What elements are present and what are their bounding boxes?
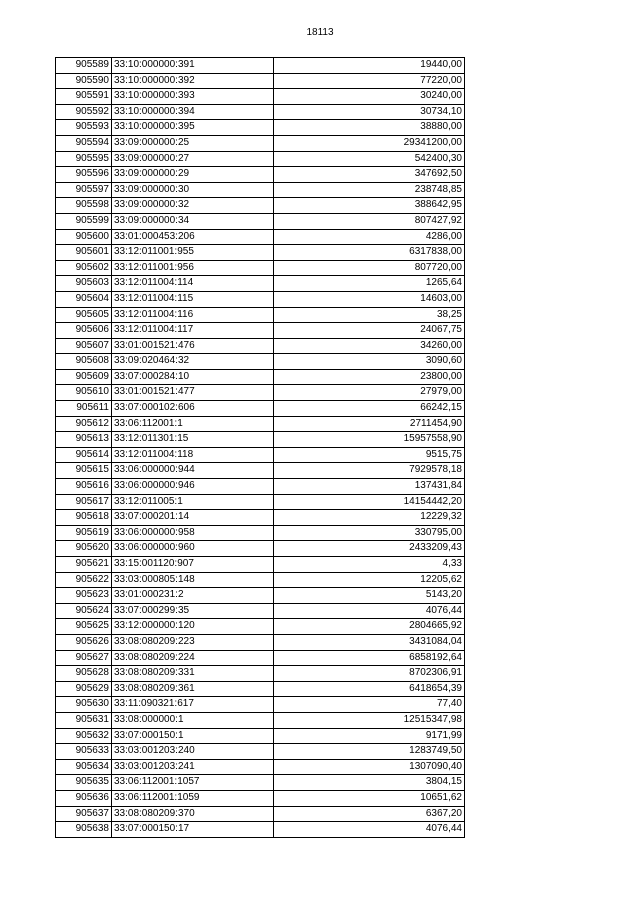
- table-row: [56, 432, 465, 448]
- cadastral-number-cell: 33:06:000000:958: [112, 525, 274, 541]
- value-cell: 4286,00: [274, 229, 465, 245]
- cadastral-number-cell: 33:10:000000:395: [112, 120, 274, 136]
- row-id-cell: 905634: [56, 759, 112, 775]
- value-cell: 23800,00: [274, 369, 465, 385]
- row-id-cell: 905631: [56, 712, 112, 728]
- row-id-cell: 905592: [56, 104, 112, 120]
- row-id-cell: 905613: [56, 432, 112, 448]
- value-cell: 238748,85: [274, 182, 465, 198]
- value-cell: 19440,00: [274, 58, 465, 74]
- cadastral-number-cell: 33:12:011301:15: [112, 432, 274, 448]
- cadastral-number-cell: 33:12:011004:114: [112, 276, 274, 292]
- table-row: [56, 510, 465, 526]
- value-cell: 542400,30: [274, 151, 465, 167]
- table-row: [56, 120, 465, 136]
- row-id-cell: 905638: [56, 822, 112, 838]
- row-id-cell: 905625: [56, 619, 112, 635]
- row-id-cell: 905627: [56, 650, 112, 666]
- table-row: [56, 167, 465, 183]
- table-row: [56, 728, 465, 744]
- page-number: 18113: [306, 27, 334, 38]
- value-cell: 77,40: [274, 697, 465, 713]
- cadastral-number-cell: 33:10:000000:391: [112, 58, 274, 74]
- table-row: [56, 276, 465, 292]
- row-id-cell: 905612: [56, 416, 112, 432]
- cadastral-number-cell: 33:07:000284:10: [112, 369, 274, 385]
- cadastral-number-cell: 33:12:011001:956: [112, 260, 274, 276]
- value-cell: 10651,62: [274, 790, 465, 806]
- table-row: [56, 494, 465, 510]
- table-row: [56, 790, 465, 806]
- row-id-cell: 905589: [56, 58, 112, 74]
- row-id-cell: 905622: [56, 572, 112, 588]
- value-cell: 347692,50: [274, 167, 465, 183]
- cadastral-number-cell: 33:07:000150:1: [112, 728, 274, 744]
- table-row: [56, 588, 465, 604]
- row-id-cell: 905616: [56, 479, 112, 495]
- value-cell: 12229,32: [274, 510, 465, 526]
- value-cell: 1283749,50: [274, 744, 465, 760]
- row-id-cell: 905595: [56, 151, 112, 167]
- cadastral-number-cell: 33:07:000150:17: [112, 822, 274, 838]
- cadastral-number-cell: 33:06:000000:960: [112, 541, 274, 557]
- cadastral-number-cell: 33:06:112001:1057: [112, 775, 274, 791]
- row-id-cell: 905608: [56, 354, 112, 370]
- value-cell: 330795,00: [274, 525, 465, 541]
- value-cell: 2711454,90: [274, 416, 465, 432]
- row-id-cell: 905597: [56, 182, 112, 198]
- cadastral-number-cell: 33:07:000102:606: [112, 401, 274, 417]
- cadastral-number-cell: 33:06:000000:944: [112, 463, 274, 479]
- table-row: [56, 525, 465, 541]
- cadastral-number-cell: 33:12:011004:117: [112, 323, 274, 339]
- row-id-cell: 905636: [56, 790, 112, 806]
- table-row: [56, 291, 465, 307]
- cadastral-number-cell: 33:01:000453:206: [112, 229, 274, 245]
- value-cell: 14603,00: [274, 291, 465, 307]
- row-id-cell: 905624: [56, 603, 112, 619]
- value-cell: 15957558,90: [274, 432, 465, 448]
- cadastral-number-cell: 33:07:000299:35: [112, 603, 274, 619]
- cadastral-number-cell: 33:11:090321:617: [112, 697, 274, 713]
- row-id-cell: 905604: [56, 291, 112, 307]
- cadastral-number-cell: 33:09:000000:29: [112, 167, 274, 183]
- table-row: [56, 245, 465, 261]
- value-cell: 6317838,00: [274, 245, 465, 261]
- table-row: [56, 385, 465, 401]
- row-id-cell: 905611: [56, 401, 112, 417]
- table-row: [56, 697, 465, 713]
- table-row: [56, 307, 465, 323]
- row-id-cell: 905603: [56, 276, 112, 292]
- cadastral-number-cell: 33:06:000000:946: [112, 479, 274, 495]
- row-id-cell: 905617: [56, 494, 112, 510]
- row-id-cell: 905628: [56, 666, 112, 682]
- row-id-cell: 905610: [56, 385, 112, 401]
- value-cell: 807720,00: [274, 260, 465, 276]
- row-id-cell: 905618: [56, 510, 112, 526]
- cadastral-number-cell: 33:10:000000:394: [112, 104, 274, 120]
- cadastral-number-cell: 33:12:011004:116: [112, 307, 274, 323]
- row-id-cell: 905605: [56, 307, 112, 323]
- table-row: [56, 73, 465, 89]
- cadastral-number-cell: 33:09:000000:27: [112, 151, 274, 167]
- cadastral-number-cell: 33:06:112001:1059: [112, 790, 274, 806]
- value-cell: 77220,00: [274, 73, 465, 89]
- cadastral-number-cell: 33:08:000000:1: [112, 712, 274, 728]
- value-cell: 9515,75: [274, 447, 465, 463]
- row-id-cell: 905620: [56, 541, 112, 557]
- value-cell: 9171,99: [274, 728, 465, 744]
- row-id-cell: 905594: [56, 135, 112, 151]
- cadastral-number-cell: 33:03:001203:241: [112, 759, 274, 775]
- table-row: [56, 260, 465, 276]
- value-cell: 4,33: [274, 557, 465, 573]
- row-id-cell: 905614: [56, 447, 112, 463]
- cadastral-number-cell: 33:08:080209:223: [112, 634, 274, 650]
- cadastral-number-cell: 33:08:080209:331: [112, 666, 274, 682]
- cadastral-number-cell: 33:06:112001:1: [112, 416, 274, 432]
- table-row: [56, 634, 465, 650]
- cadastral-number-cell: 33:08:080209:370: [112, 806, 274, 822]
- table-row: [56, 416, 465, 432]
- row-id-cell: 905635: [56, 775, 112, 791]
- table-row: [56, 712, 465, 728]
- cadastral-number-cell: 33:10:000000:392: [112, 73, 274, 89]
- table-row: [56, 182, 465, 198]
- cadastral-number-cell: 33:08:080209:224: [112, 650, 274, 666]
- row-id-cell: 905619: [56, 525, 112, 541]
- table-row: [56, 151, 465, 167]
- value-cell: 6418654,39: [274, 681, 465, 697]
- table-row: [56, 775, 465, 791]
- cadastral-number-cell: 33:03:000805:148: [112, 572, 274, 588]
- cadastral-number-cell: 33:03:001203:240: [112, 744, 274, 760]
- table-row: [56, 135, 465, 151]
- value-cell: 3804,15: [274, 775, 465, 791]
- row-id-cell: 905626: [56, 634, 112, 650]
- value-cell: 27979,00: [274, 385, 465, 401]
- table-row: [56, 401, 465, 417]
- value-cell: 2804665,92: [274, 619, 465, 635]
- value-cell: 1307090,40: [274, 759, 465, 775]
- row-id-cell: 905596: [56, 167, 112, 183]
- table-row: [56, 463, 465, 479]
- row-id-cell: 905637: [56, 806, 112, 822]
- value-cell: 12205,62: [274, 572, 465, 588]
- value-cell: 38,25: [274, 307, 465, 323]
- cadastral-number-cell: 33:12:000000:120: [112, 619, 274, 635]
- value-cell: 1265,64: [274, 276, 465, 292]
- table-row: [56, 603, 465, 619]
- registry-table-body: [56, 58, 465, 838]
- value-cell: 5143,20: [274, 588, 465, 604]
- table-row: [56, 822, 465, 838]
- table-row: [56, 229, 465, 245]
- table-row: [56, 541, 465, 557]
- value-cell: 14154442,20: [274, 494, 465, 510]
- value-cell: 38880,00: [274, 120, 465, 136]
- table-row: [56, 619, 465, 635]
- table-row: [56, 213, 465, 229]
- table-row: [56, 354, 465, 370]
- row-id-cell: 905621: [56, 557, 112, 573]
- value-cell: 4076,44: [274, 822, 465, 838]
- row-id-cell: 905633: [56, 744, 112, 760]
- value-cell: 4076,44: [274, 603, 465, 619]
- table-row: [56, 338, 465, 354]
- table-row: [56, 572, 465, 588]
- value-cell: 807427,92: [274, 213, 465, 229]
- table-row: [56, 198, 465, 214]
- table-row: [56, 681, 465, 697]
- table-row: [56, 759, 465, 775]
- value-cell: 66242,15: [274, 401, 465, 417]
- value-cell: 3090,60: [274, 354, 465, 370]
- value-cell: 30240,00: [274, 89, 465, 105]
- row-id-cell: 905600: [56, 229, 112, 245]
- value-cell: 6367,20: [274, 806, 465, 822]
- table-row: [56, 666, 465, 682]
- cadastral-number-cell: 33:10:000000:393: [112, 89, 274, 105]
- row-id-cell: 905601: [56, 245, 112, 261]
- cadastral-number-cell: 33:09:020464:32: [112, 354, 274, 370]
- table-row: [56, 369, 465, 385]
- row-id-cell: 905606: [56, 323, 112, 339]
- table-row: [56, 447, 465, 463]
- row-id-cell: 905598: [56, 198, 112, 214]
- value-cell: 24067,75: [274, 323, 465, 339]
- table-row: [56, 89, 465, 105]
- cadastral-number-cell: 33:01:001521:476: [112, 338, 274, 354]
- row-id-cell: 905599: [56, 213, 112, 229]
- row-id-cell: 905593: [56, 120, 112, 136]
- row-id-cell: 905630: [56, 697, 112, 713]
- value-cell: 12515347,98: [274, 712, 465, 728]
- table-row: [56, 323, 465, 339]
- value-cell: 3431084,04: [274, 634, 465, 650]
- table-row: [56, 744, 465, 760]
- cadastral-number-cell: 33:01:001521:477: [112, 385, 274, 401]
- registry-table: [55, 57, 465, 838]
- cadastral-number-cell: 33:08:080209:361: [112, 681, 274, 697]
- value-cell: 6858192,64: [274, 650, 465, 666]
- row-id-cell: 905615: [56, 463, 112, 479]
- value-cell: 7929578,18: [274, 463, 465, 479]
- row-id-cell: 905607: [56, 338, 112, 354]
- row-id-cell: 905591: [56, 89, 112, 105]
- cadastral-number-cell: 33:12:011004:115: [112, 291, 274, 307]
- cadastral-number-cell: 33:09:000000:32: [112, 198, 274, 214]
- cadastral-number-cell: 33:09:000000:30: [112, 182, 274, 198]
- value-cell: 2433209,43: [274, 541, 465, 557]
- cadastral-number-cell: 33:15:001120:907: [112, 557, 274, 573]
- cadastral-number-cell: 33:09:000000:34: [112, 213, 274, 229]
- row-id-cell: 905632: [56, 728, 112, 744]
- value-cell: 137431,84: [274, 479, 465, 495]
- value-cell: 30734,10: [274, 104, 465, 120]
- table-row: [56, 58, 465, 74]
- value-cell: 34260,00: [274, 338, 465, 354]
- row-id-cell: 905609: [56, 369, 112, 385]
- table-row: [56, 806, 465, 822]
- table-row: [56, 104, 465, 120]
- cadastral-number-cell: 33:09:000000:25: [112, 135, 274, 151]
- cadastral-number-cell: 33:01:000231:2: [112, 588, 274, 604]
- row-id-cell: 905629: [56, 681, 112, 697]
- row-id-cell: 905590: [56, 73, 112, 89]
- value-cell: 29341200,00: [274, 135, 465, 151]
- row-id-cell: 905602: [56, 260, 112, 276]
- value-cell: 8702306,91: [274, 666, 465, 682]
- table-row: [56, 557, 465, 573]
- cadastral-number-cell: 33:07:000201:14: [112, 510, 274, 526]
- cadastral-number-cell: 33:12:011004:118: [112, 447, 274, 463]
- table-row: [56, 650, 465, 666]
- value-cell: 388642,95: [274, 198, 465, 214]
- table-row: [56, 479, 465, 495]
- row-id-cell: 905623: [56, 588, 112, 604]
- cadastral-number-cell: 33:12:011005:1: [112, 494, 274, 510]
- cadastral-number-cell: 33:12:011001:955: [112, 245, 274, 261]
